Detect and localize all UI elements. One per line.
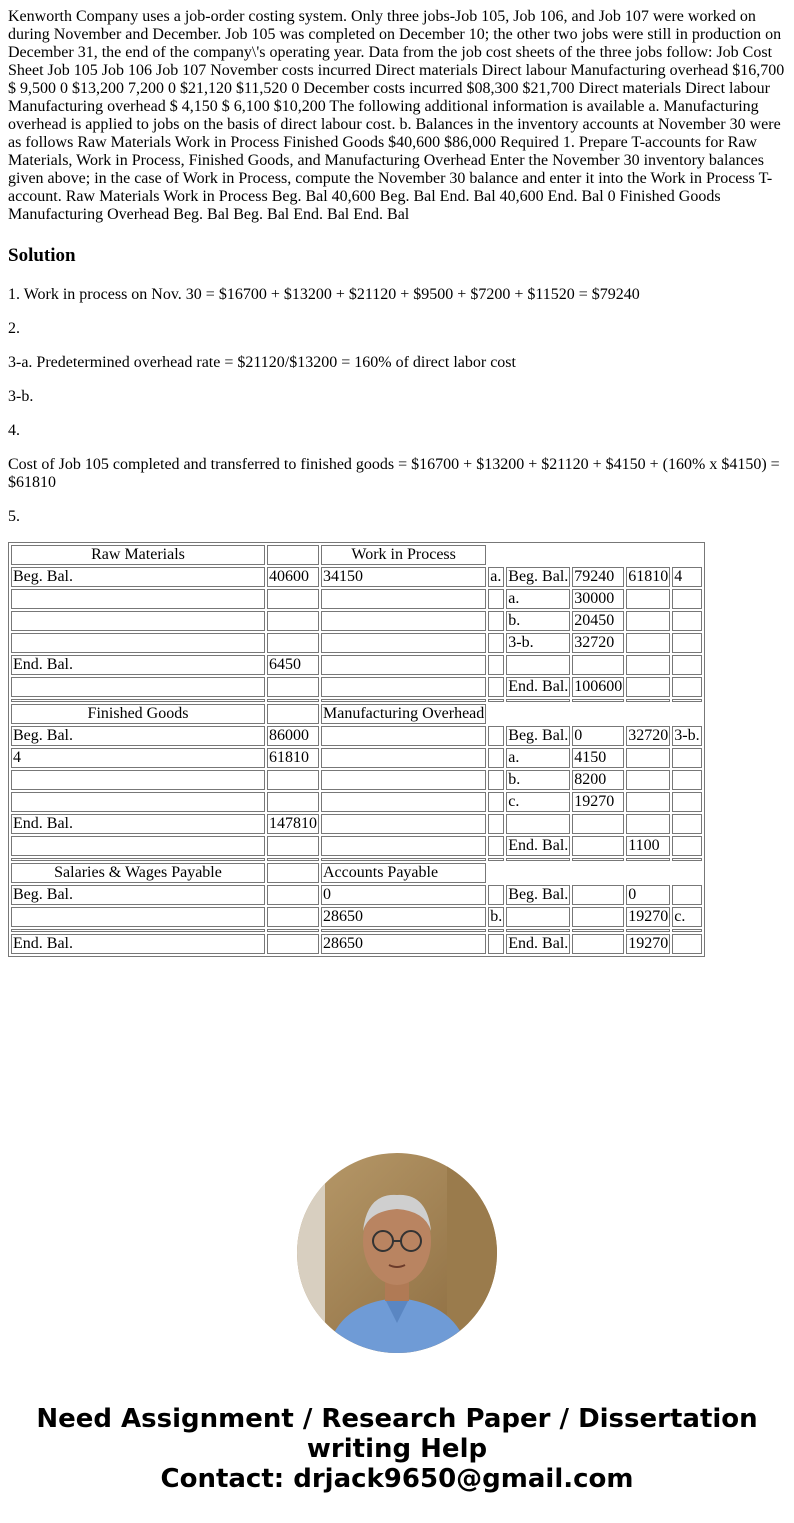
table-cell <box>488 836 504 856</box>
separator-row <box>11 699 702 702</box>
table-cell: 86000 <box>267 726 319 746</box>
table-cell <box>267 934 319 954</box>
table-cell <box>488 633 504 653</box>
table-row <box>11 836 702 856</box>
left-account-title: Finished Goods <box>11 704 265 724</box>
t-accounts-table <box>8 542 705 957</box>
table-cell <box>321 814 486 834</box>
table-cell: a. <box>506 589 570 609</box>
table-cell <box>488 814 504 834</box>
table-cell <box>488 770 504 790</box>
separator-cell <box>626 699 670 702</box>
table-cell <box>488 589 504 609</box>
promo-line-1: Need Assignment / Research Paper / Dissertation <box>36 1404 758 1434</box>
table-cell <box>572 836 624 856</box>
table-cell <box>11 836 265 856</box>
table-cell <box>321 655 486 675</box>
table-cell: 40600 <box>267 567 319 587</box>
separator-cell <box>626 929 670 932</box>
table-cell <box>572 655 624 675</box>
table-cell: 61810 <box>628 568 669 585</box>
table-cell <box>267 633 319 653</box>
separator-cell <box>11 929 265 932</box>
table-cell: c. <box>672 907 701 927</box>
table-cell <box>321 792 486 812</box>
table-cell <box>267 589 319 609</box>
promo-line-2: writing Help <box>306 1434 488 1464</box>
separator-cell <box>11 858 265 861</box>
table-row <box>11 792 702 812</box>
separator-cell <box>321 929 486 932</box>
table-cell: 1100 <box>626 836 670 856</box>
table-cell: b. <box>506 611 570 631</box>
table-cell <box>672 792 701 812</box>
table-cell <box>11 677 265 697</box>
table-row <box>11 567 702 587</box>
table-cell <box>626 611 670 631</box>
table-cell: 32720 <box>628 727 669 744</box>
table-row <box>11 770 702 790</box>
account-title-row <box>11 545 702 565</box>
table-cell <box>488 726 504 746</box>
table-cell <box>11 589 265 609</box>
separator-cell <box>506 858 570 861</box>
table-row <box>11 677 702 697</box>
table-cell <box>321 770 486 790</box>
solution-step-2: 2. <box>8 320 20 337</box>
separator-cell <box>11 699 265 702</box>
table-cell <box>488 611 504 631</box>
table-cell: 4150 <box>572 748 624 768</box>
table-cell <box>321 677 486 697</box>
separator-cell <box>672 858 701 861</box>
table-cell <box>672 655 701 675</box>
table-cell: 61810 <box>267 748 319 768</box>
table-cell <box>672 770 701 790</box>
table-cell: c. <box>506 792 570 812</box>
table-row <box>11 907 702 927</box>
table-cell: 28650 <box>321 907 486 927</box>
table-cell <box>626 814 670 834</box>
separator-cell <box>572 858 624 861</box>
table-cell: 3-b. <box>506 633 570 653</box>
table-cell: End. Bal. <box>11 934 265 954</box>
table-cell: End. Bal. <box>11 655 265 675</box>
table-cell <box>488 885 504 905</box>
table-cell <box>267 792 319 812</box>
table-cell <box>11 792 265 812</box>
left-account-title: Salaries & Wages Payable <box>11 863 265 883</box>
table-cell: Beg. Bal. <box>508 886 569 903</box>
right-account-title: Manufacturing Overhead <box>323 705 485 722</box>
table-cell <box>506 814 570 834</box>
table-cell <box>626 770 670 790</box>
table-cell <box>672 677 701 697</box>
table-cell <box>267 907 319 927</box>
separator-cell <box>321 858 486 861</box>
table-cell <box>321 836 486 856</box>
separator-cell <box>672 699 701 702</box>
table-cell <box>488 934 504 954</box>
separator-cell <box>572 699 624 702</box>
solution-step-3b: 3-b. <box>8 388 34 405</box>
table-cell: 28650 <box>321 934 486 954</box>
table-cell: 32720 <box>572 633 624 653</box>
table-row <box>11 814 702 834</box>
solution-step-4: 4. <box>8 422 20 439</box>
account-title-row <box>11 704 702 724</box>
table-row <box>11 589 702 609</box>
table-cell <box>267 677 319 697</box>
table-cell: 34150 <box>321 567 486 587</box>
table-cell <box>267 885 319 905</box>
table-cell <box>672 836 701 856</box>
table-cell: a. <box>488 567 504 587</box>
table-cell: 0 <box>626 885 670 905</box>
table-cell: End. Bal. <box>508 837 569 854</box>
table-cell: 6450 <box>267 655 319 675</box>
table-cell <box>572 814 624 834</box>
separator-cell <box>572 929 624 932</box>
table-cell <box>321 589 486 609</box>
table-cell: 0 <box>321 885 486 905</box>
table-cell <box>11 907 265 927</box>
table-cell: 0 <box>572 726 624 746</box>
table-cell <box>626 792 670 812</box>
table-cell <box>672 611 701 631</box>
table-row <box>11 726 702 746</box>
solution-heading: Solution <box>8 245 76 266</box>
table-cell: 4 <box>672 567 701 587</box>
table-cell: a. <box>506 748 570 768</box>
table-cell: Beg. Bal. <box>508 568 569 585</box>
table-cell <box>672 748 701 768</box>
table-cell: 19270 <box>572 792 624 812</box>
table-cell: 3-b. <box>674 727 700 744</box>
table-cell <box>488 655 504 675</box>
table-row <box>11 885 702 905</box>
table-row <box>11 934 702 954</box>
separator-cell <box>267 929 319 932</box>
empty-cell <box>267 704 319 724</box>
empty-cell <box>267 863 319 883</box>
table-cell <box>572 907 624 927</box>
table-cell <box>488 792 504 812</box>
separator-row <box>11 929 702 932</box>
table-cell <box>267 770 319 790</box>
separator-cell <box>506 699 570 702</box>
table-row <box>11 655 702 675</box>
right-account-title: Accounts Payable <box>321 863 486 883</box>
table-cell: 147810 <box>269 815 317 832</box>
table-cell <box>626 677 670 697</box>
separator-row <box>11 858 702 861</box>
separator-cell <box>626 858 670 861</box>
table-row <box>11 748 702 768</box>
table-row <box>11 611 702 631</box>
table-cell: 30000 <box>572 589 624 609</box>
table-cell: Beg. Bal. <box>508 727 569 744</box>
table-cell: End. Bal. <box>508 678 569 695</box>
table-cell: 4 <box>11 748 265 768</box>
table-cell: 100600 <box>574 678 623 695</box>
table-cell: 8200 <box>572 770 624 790</box>
table-cell <box>11 611 265 631</box>
solution-step-5: 5. <box>8 508 20 525</box>
table-cell <box>672 814 701 834</box>
separator-cell <box>672 929 701 932</box>
table-cell: 79240 <box>572 567 624 587</box>
solution-step-3a: 3-a. Predetermined overhead rate = $21120/$13200 = 160% of direct labor cost <box>8 354 516 371</box>
promo-banner <box>0 1404 794 1494</box>
person-portrait-icon <box>297 1153 497 1353</box>
separator-cell <box>267 699 319 702</box>
table-cell <box>626 655 670 675</box>
job-105-cost-text: Cost of Job 105 completed and transferred to finished goods = $16700 + $13200 + $21120 + $4150 + (160% x $4150) = $61810 <box>8 456 780 491</box>
table-cell <box>626 589 670 609</box>
table-cell: 19270 <box>628 908 669 925</box>
separator-cell <box>488 929 504 932</box>
table-cell <box>321 611 486 631</box>
table-cell <box>506 655 570 675</box>
author-photo <box>297 1153 497 1353</box>
right-account-title: Work in Process <box>321 545 486 565</box>
table-cell <box>506 907 570 927</box>
table-row <box>11 633 702 653</box>
left-account-title: Raw Materials <box>11 545 265 565</box>
separator-cell <box>321 699 486 702</box>
table-cell <box>672 633 701 653</box>
table-cell: b. <box>506 770 570 790</box>
table-cell <box>321 726 486 746</box>
table-cell: 19270 <box>628 935 669 952</box>
table-cell <box>488 677 504 697</box>
table-cell <box>572 934 624 954</box>
table-cell <box>672 934 701 954</box>
table-cell <box>267 836 319 856</box>
solution-step-1: 1. Work in process on Nov. 30 = $16700 + $13200 + $21120 + $9500 + $7200 + $11520 = $79240 <box>8 286 640 303</box>
table-cell <box>672 589 701 609</box>
table-cell: End. Bal. <box>508 935 569 952</box>
table-cell: 20450 <box>572 611 624 631</box>
table-cell: b. <box>490 908 503 925</box>
table-cell: Beg. Bal. <box>11 567 265 587</box>
table-cell <box>572 885 624 905</box>
table-cell <box>672 885 701 905</box>
separator-cell <box>267 858 319 861</box>
table-cell <box>267 611 319 631</box>
table-cell: Beg. Bal. <box>11 885 265 905</box>
account-title-row <box>11 863 702 883</box>
table-cell <box>626 748 670 768</box>
table-cell <box>488 748 504 768</box>
promo-contact: Contact: drjack9650@gmail.com <box>160 1464 634 1494</box>
problem-text: Kenworth Company uses a job-order costing system. Only three jobs-Job 105, Job 106, and Job 107 were worked on during November and December. Job 105 was completed on December 10; the other two jobs were still in production on December 31, the end of the company\'s operating year. Data from the job cost sheets of the three jobs follow: Job Cost Sheet Job 105 Job 106 Job 107 November costs incurred Direct materials Direct labour Manufacturing overhead $16,700 $ 9,500 0 $13,200 7,200 0 $21,120 $11,520 0 December costs incurred $08,300 $21,700 Direct materials Direct labour Manufacturing overhead $ 4,150 $ 6,100 $10,200 The following additional information is available a. Manufacturing overhead is applied to jobs on the basis of direct labour cost. b. Balances in the inventory accounts at November 30 were as follows Raw Materials Work in Process Finished Goods $40,600 $86,000 Required 1. Prepare T-accounts for Raw Materials, Work in Process, Finished Goods, and Manufacturing Overhead Enter the November 30 inventory balances given above; in the case of Work in Process, compute the November 30 balance and enter it into the Work in Process T-account. Raw Materials Work in Process Beg. Bal 40,600 Beg. Bal End. Bal 40,600 End. Bal 0 Finished Goods Manufacturing Overhead Beg. Bal Beg. Bal End. Bal End. Bal <box>8 8 785 223</box>
separator-cell <box>488 699 504 702</box>
table-cell <box>11 633 265 653</box>
table-cell: End. Bal. <box>11 814 265 834</box>
table-cell <box>321 633 486 653</box>
separator-cell <box>488 858 504 861</box>
separator-cell <box>506 929 570 932</box>
table-cell <box>321 748 486 768</box>
empty-cell <box>267 545 319 565</box>
table-cell <box>11 770 265 790</box>
table-cell <box>626 633 670 653</box>
table-cell: Beg. Bal. <box>11 726 265 746</box>
